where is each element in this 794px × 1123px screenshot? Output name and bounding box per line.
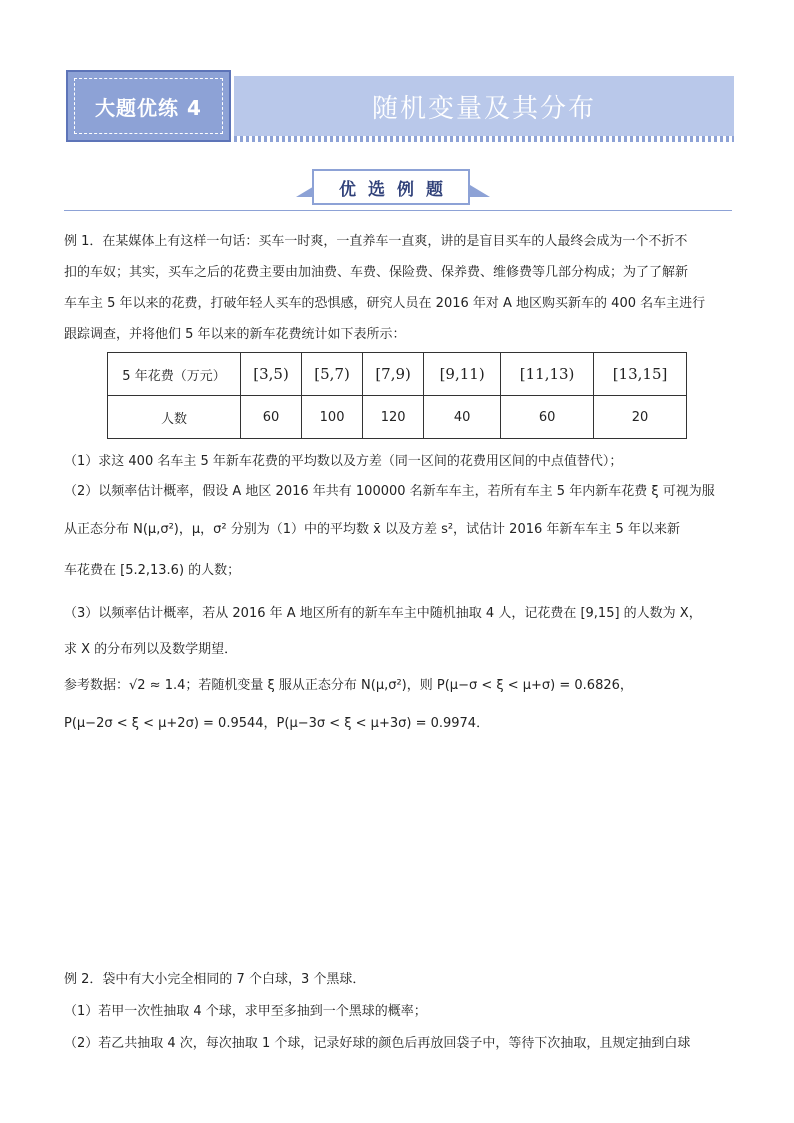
table-count: 100 xyxy=(302,396,363,439)
section-label: 优选例题 xyxy=(339,179,455,200)
question-2-line-1: （2）以频率估计概率，假设 A 地区 2016 年共有 100000 名新车车主，若所有车主 5 年内新车花费 ξ 可视为服 xyxy=(64,484,715,499)
example2-line-3: （2）若乙共抽取 4 次，每次抽取 1 个球，记录好球的颜色后再放回袋子中，等待下次抽取，且规定抽到白球 xyxy=(64,1036,691,1051)
table-count: 60 xyxy=(501,396,594,439)
chapter-banner xyxy=(66,70,734,142)
section-tab xyxy=(296,165,500,211)
example2-line-1: 例 2．袋中有大小完全相同的 7 个白球，3 个黑球． xyxy=(64,972,366,987)
example1-intro-line-2: 扣的车奴；其实，买车之后的花费主要由加油费、车费、保险费、保养费、维修费等几部分构成；为了了解新 xyxy=(64,265,689,280)
table-interval: [5,7) xyxy=(302,353,363,396)
tab-wing-right xyxy=(470,185,490,197)
table-header-label: 5 年花费（万元） xyxy=(108,353,241,396)
example1-intro-line-3: 车车主 5 年以来的花费，打破年轻人买车的恐惧感，研究人员在 2016 年对 A 地区购买新车的 400 名车主进行 xyxy=(64,296,706,311)
chapter-badge xyxy=(66,70,231,142)
question-2-line-2: 从正态分布 N(μ,σ²)，μ，σ² 分别为（1）中的平均数 x̄ 以及方差 s²，试估计 2016 年新车车主 5 年以来新 xyxy=(64,522,680,537)
table-interval: [7,9) xyxy=(363,353,424,396)
example1-intro-line-4: 跟踪调查，并将他们 5 年以来的新车花费统计如下表所示： xyxy=(64,327,406,342)
question-1: （1）求这 400 名车主 5 年新车花费的平均数以及方差（同一区间的花费用区间的中点值替代）； xyxy=(64,454,623,469)
chapter-title: 随机变量及其分布 xyxy=(371,93,596,124)
table-count: 20 xyxy=(594,396,687,439)
table-row-label: 人数 xyxy=(108,396,241,439)
table-interval: [11,13) xyxy=(501,353,594,396)
table-interval: [3,5) xyxy=(241,353,302,396)
table-count: 40 xyxy=(424,396,501,439)
chapter-title-bar xyxy=(234,76,734,136)
example2-line-2: （1）若甲一次性抽取 4 个球，求甲至多抽到一个黑球的概率； xyxy=(64,1004,427,1019)
title-stripe xyxy=(234,136,734,142)
table-interval: [13,15] xyxy=(594,353,687,396)
section-header xyxy=(64,165,732,215)
question-2-line-3: 车花费在 [5.2,13.6) 的人数； xyxy=(64,563,241,578)
reference-data-line-1: 参考数据：√2 ≈ 1.4；若随机变量 ξ 服从正态分布 N(μ,σ²)，则 P(μ−σ < ξ < μ+σ) = 0.6826， xyxy=(64,678,633,693)
table-count: 60 xyxy=(241,396,302,439)
reference-data-line-2: P(μ−2σ < ξ < μ+2σ) = 0.9544，P(μ−3σ < ξ < μ+3σ) = 0.9974． xyxy=(64,716,490,731)
question-3-line-2: 求 X 的分布列以及数学期望． xyxy=(64,642,238,657)
table-interval: [9,11) xyxy=(424,353,501,396)
table-header-row xyxy=(108,353,687,396)
example1-intro-line-1: 例 1．在某媒体上有这样一句话：买车一时爽，一直养车一直爽，讲的是盲目买车的人最终会成为一个不折不 xyxy=(64,234,688,249)
question-3-line-1: （3）以频率估计概率，若从 2016 年 A 地区所有的新车车主中随机抽取 4 人，记花费在 [9,15] 的人数为 X， xyxy=(64,606,702,621)
table-count-row xyxy=(108,396,687,439)
chapter-badge-label: 大题优练 4 xyxy=(95,95,202,120)
table-count: 120 xyxy=(363,396,424,439)
expense-table xyxy=(107,352,687,439)
